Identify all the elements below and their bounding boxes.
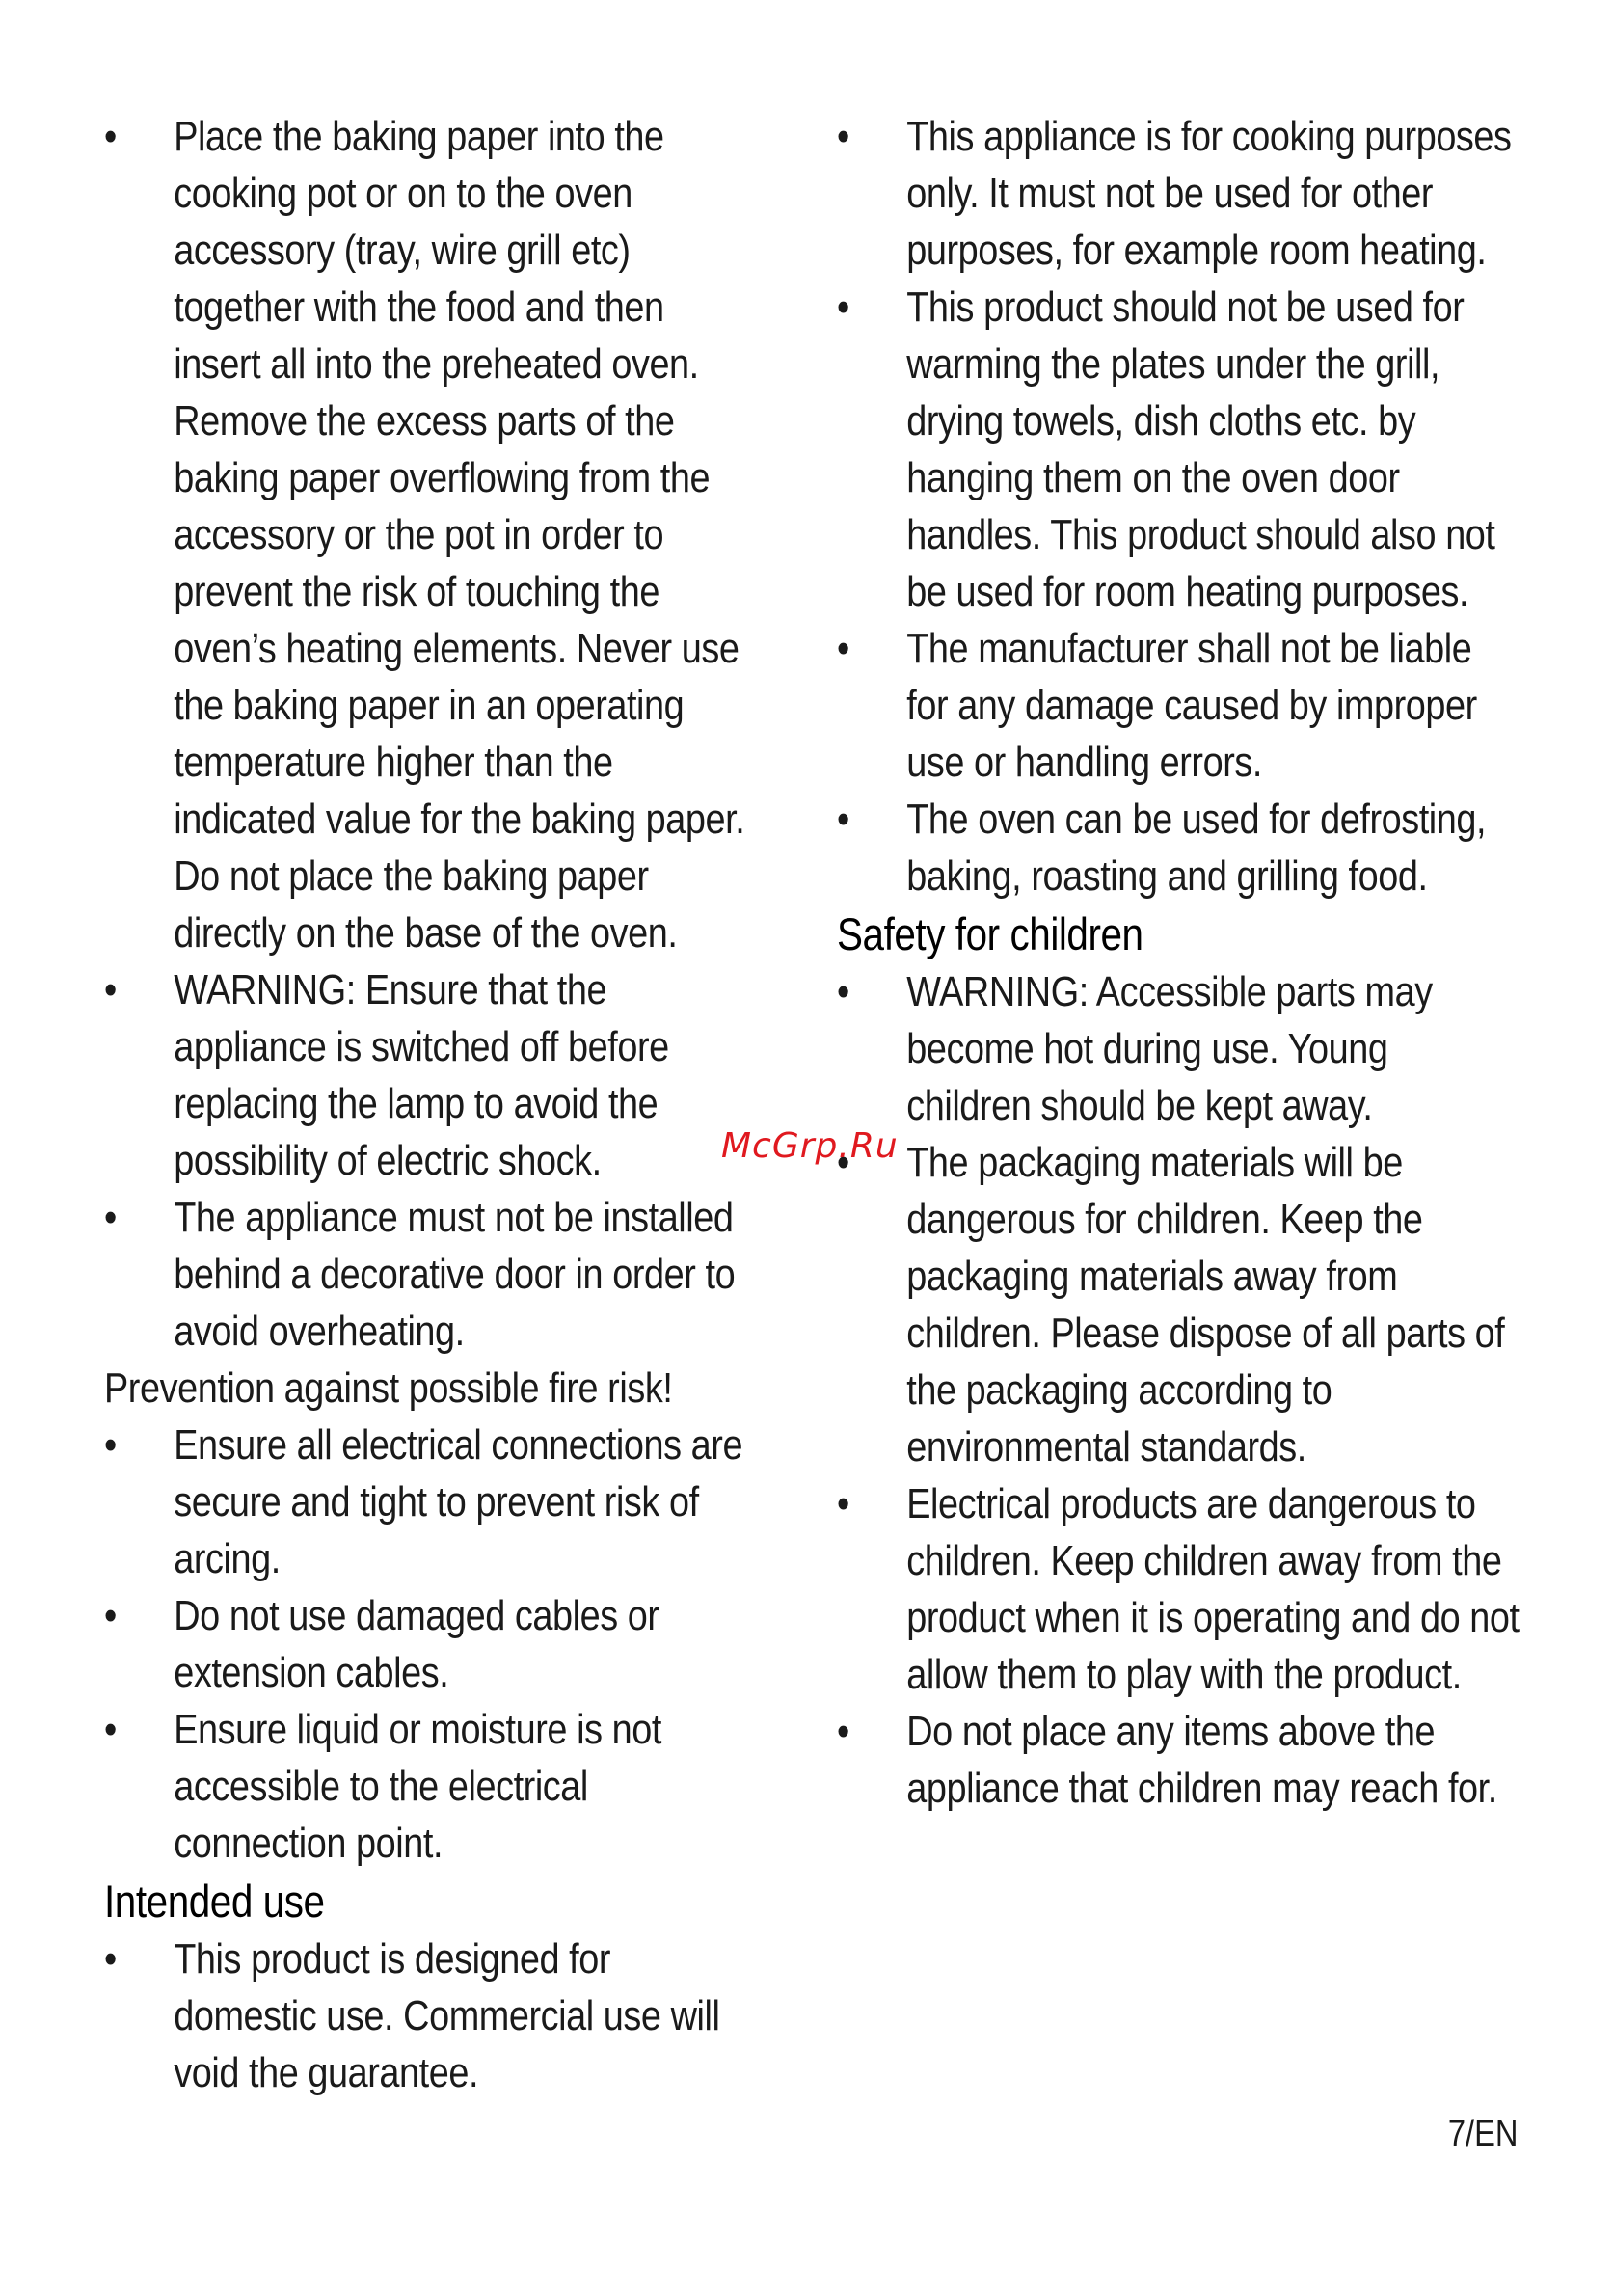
bullet-lamp-warning: • WARNING: Ensure that the appliance is switched off before replacing the lamp to avoid the possibility of electric shock.	[104, 961, 747, 1189]
left-bullets-fire	[104, 1417, 747, 1872]
bullet-electrical-dangerous: • Electrical products are dangerous to children. Keep children away from the product when it is operating and do not allow them to play with the product.	[837, 1475, 1521, 1703]
bullet-items-above: • Do not place any items above the appliance that children may reach for.	[837, 1703, 1521, 1817]
right-column	[837, 108, 1521, 1817]
bullet-no-warming-plates: • This product should not be used for warming the plates under the grill, drying towels, dish cloths etc. by hanging them on the oven door handles. This product should also not be used for room heating purposes.	[837, 279, 1521, 620]
fire-risk-line: Prevention against possible fire risk!	[104, 1364, 673, 1412]
right-bullets-top	[837, 108, 1521, 905]
bullet-packaging-materials: • The packaging materials will be dangerous for children. Keep the packaging materials away from children. Please dispose of all parts of the packaging according to environmental standards.	[837, 1134, 1521, 1475]
bullet-damaged-cables: • Do not use damaged cables or extension cables.	[104, 1587, 747, 1701]
bullet-domestic-use: • This product is designed for domestic use. Commercial use will void the guarantee.	[104, 1931, 747, 2101]
bullet-baking-paper: • Place the baking paper into the cooking pot or on to the oven accessory (tray, wire grill etc) together with the food and then insert all into the preheated oven. Remove the excess parts of the baking paper overflowing from the accessory or the pot in order to prevent the risk of touching the oven’s heating elements. Never use the baking paper in an operating temperature higher than the indicated value for the baking paper. Do not place the baking paper directly on the base of the oven.	[104, 108, 747, 961]
left-bullets-intended	[104, 1931, 747, 2101]
bullet-electrical-connections: • Ensure all electrical connections are secure and tight to prevent risk of arcing.	[104, 1417, 747, 1587]
bullet-manufacturer-liability: • The manufacturer shall not be liable for any damage caused by improper use or handling errors.	[837, 620, 1521, 791]
bullet-cooking-only: • This appliance is for cooking purposes only. It must not be used for other purposes, for example room heating.	[837, 108, 1521, 279]
bullet-decorative-door: • The appliance must not be installed behind a decorative door in order to avoid overheating.	[104, 1189, 747, 1360]
bullet-liquid-moisture: • Ensure liquid or moisture is not accessible to the electrical connection point.	[104, 1701, 747, 1872]
watermark: McGrp.Ru	[721, 1126, 899, 1166]
page-number: 7/EN	[1447, 2114, 1518, 2154]
left-bullets-top	[104, 108, 747, 1360]
heading-intended-use: Intended use	[104, 1876, 325, 1927]
bullet-accessible-parts-warning: • WARNING: Accessible parts may become hot during use. Young children should be kept away.	[837, 963, 1521, 1134]
right-bullets-children	[837, 963, 1521, 1817]
bullet-oven-uses: • The oven can be used for defrosting, baking, roasting and grilling food.	[837, 791, 1521, 905]
left-column	[104, 108, 747, 2101]
heading-safety-children: Safety for children	[837, 908, 1143, 959]
